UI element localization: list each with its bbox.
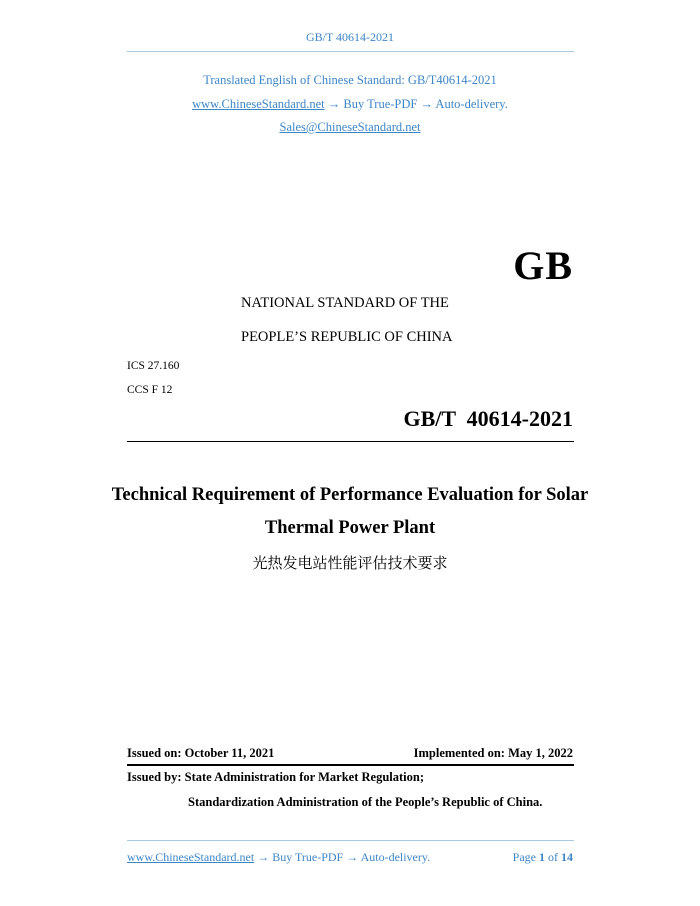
title-line1: Technical Requirement of Performance Evaluation for Solar — [111, 485, 589, 505]
purchase-line — [0, 97, 700, 112]
footer-divider — [127, 840, 574, 841]
footer-links — [127, 850, 430, 865]
gb-logo: GB — [513, 243, 573, 288]
header-divider — [127, 51, 574, 52]
issued-by: Issued by: State Administration for Market Regulation; — [127, 770, 424, 784]
national-standard-line2: PEOPLE’S REPUBLIC OF CHINA — [241, 329, 453, 345]
ccs-code: CCS F 12 — [127, 384, 173, 396]
page-indicator — [513, 850, 573, 865]
issued-date: Issued on: October 11, 2021 — [127, 746, 275, 760]
national-standard-line1: NATIONAL STANDARD OF THE — [241, 295, 449, 311]
running-header: GB/T 40614-2021 — [305, 30, 395, 44]
implemented-date: Implemented on: May 1, 2022 — [413, 746, 573, 760]
title-line2: Thermal Power Plant — [264, 518, 436, 538]
title-chinese: 光热发电站性能评估技术要求 — [252, 554, 448, 572]
page-label: Page — [512, 850, 536, 864]
purchase-text: → Buy True-PDF → Auto-delivery. — [324, 97, 508, 111]
footer-purchase-text: → Buy True-PDF → Auto-delivery. — [254, 850, 431, 864]
ics-code: ICS 27.160 — [127, 360, 180, 372]
translation-notice: Translated English of Chinese Standard: GB/T40614-2021 — [203, 73, 497, 87]
issued-by-second: Standardization Administration of the People’s Republic of China. — [188, 795, 543, 809]
page-of: of — [548, 850, 558, 864]
footer-site-link[interactable]: www.ChineseStandard.net — [127, 850, 255, 864]
email-line — [0, 120, 700, 135]
page-current: 1 — [539, 850, 545, 864]
email-link[interactable]: Sales@ChineseStandard.net — [279, 120, 421, 134]
site-link[interactable]: www.ChineseStandard.net — [192, 97, 325, 111]
standard-code: GB/T 40614-2021 — [403, 406, 573, 431]
page-total: 14 — [561, 850, 573, 864]
dates-divider — [127, 764, 574, 766]
code-divider — [127, 441, 574, 442]
